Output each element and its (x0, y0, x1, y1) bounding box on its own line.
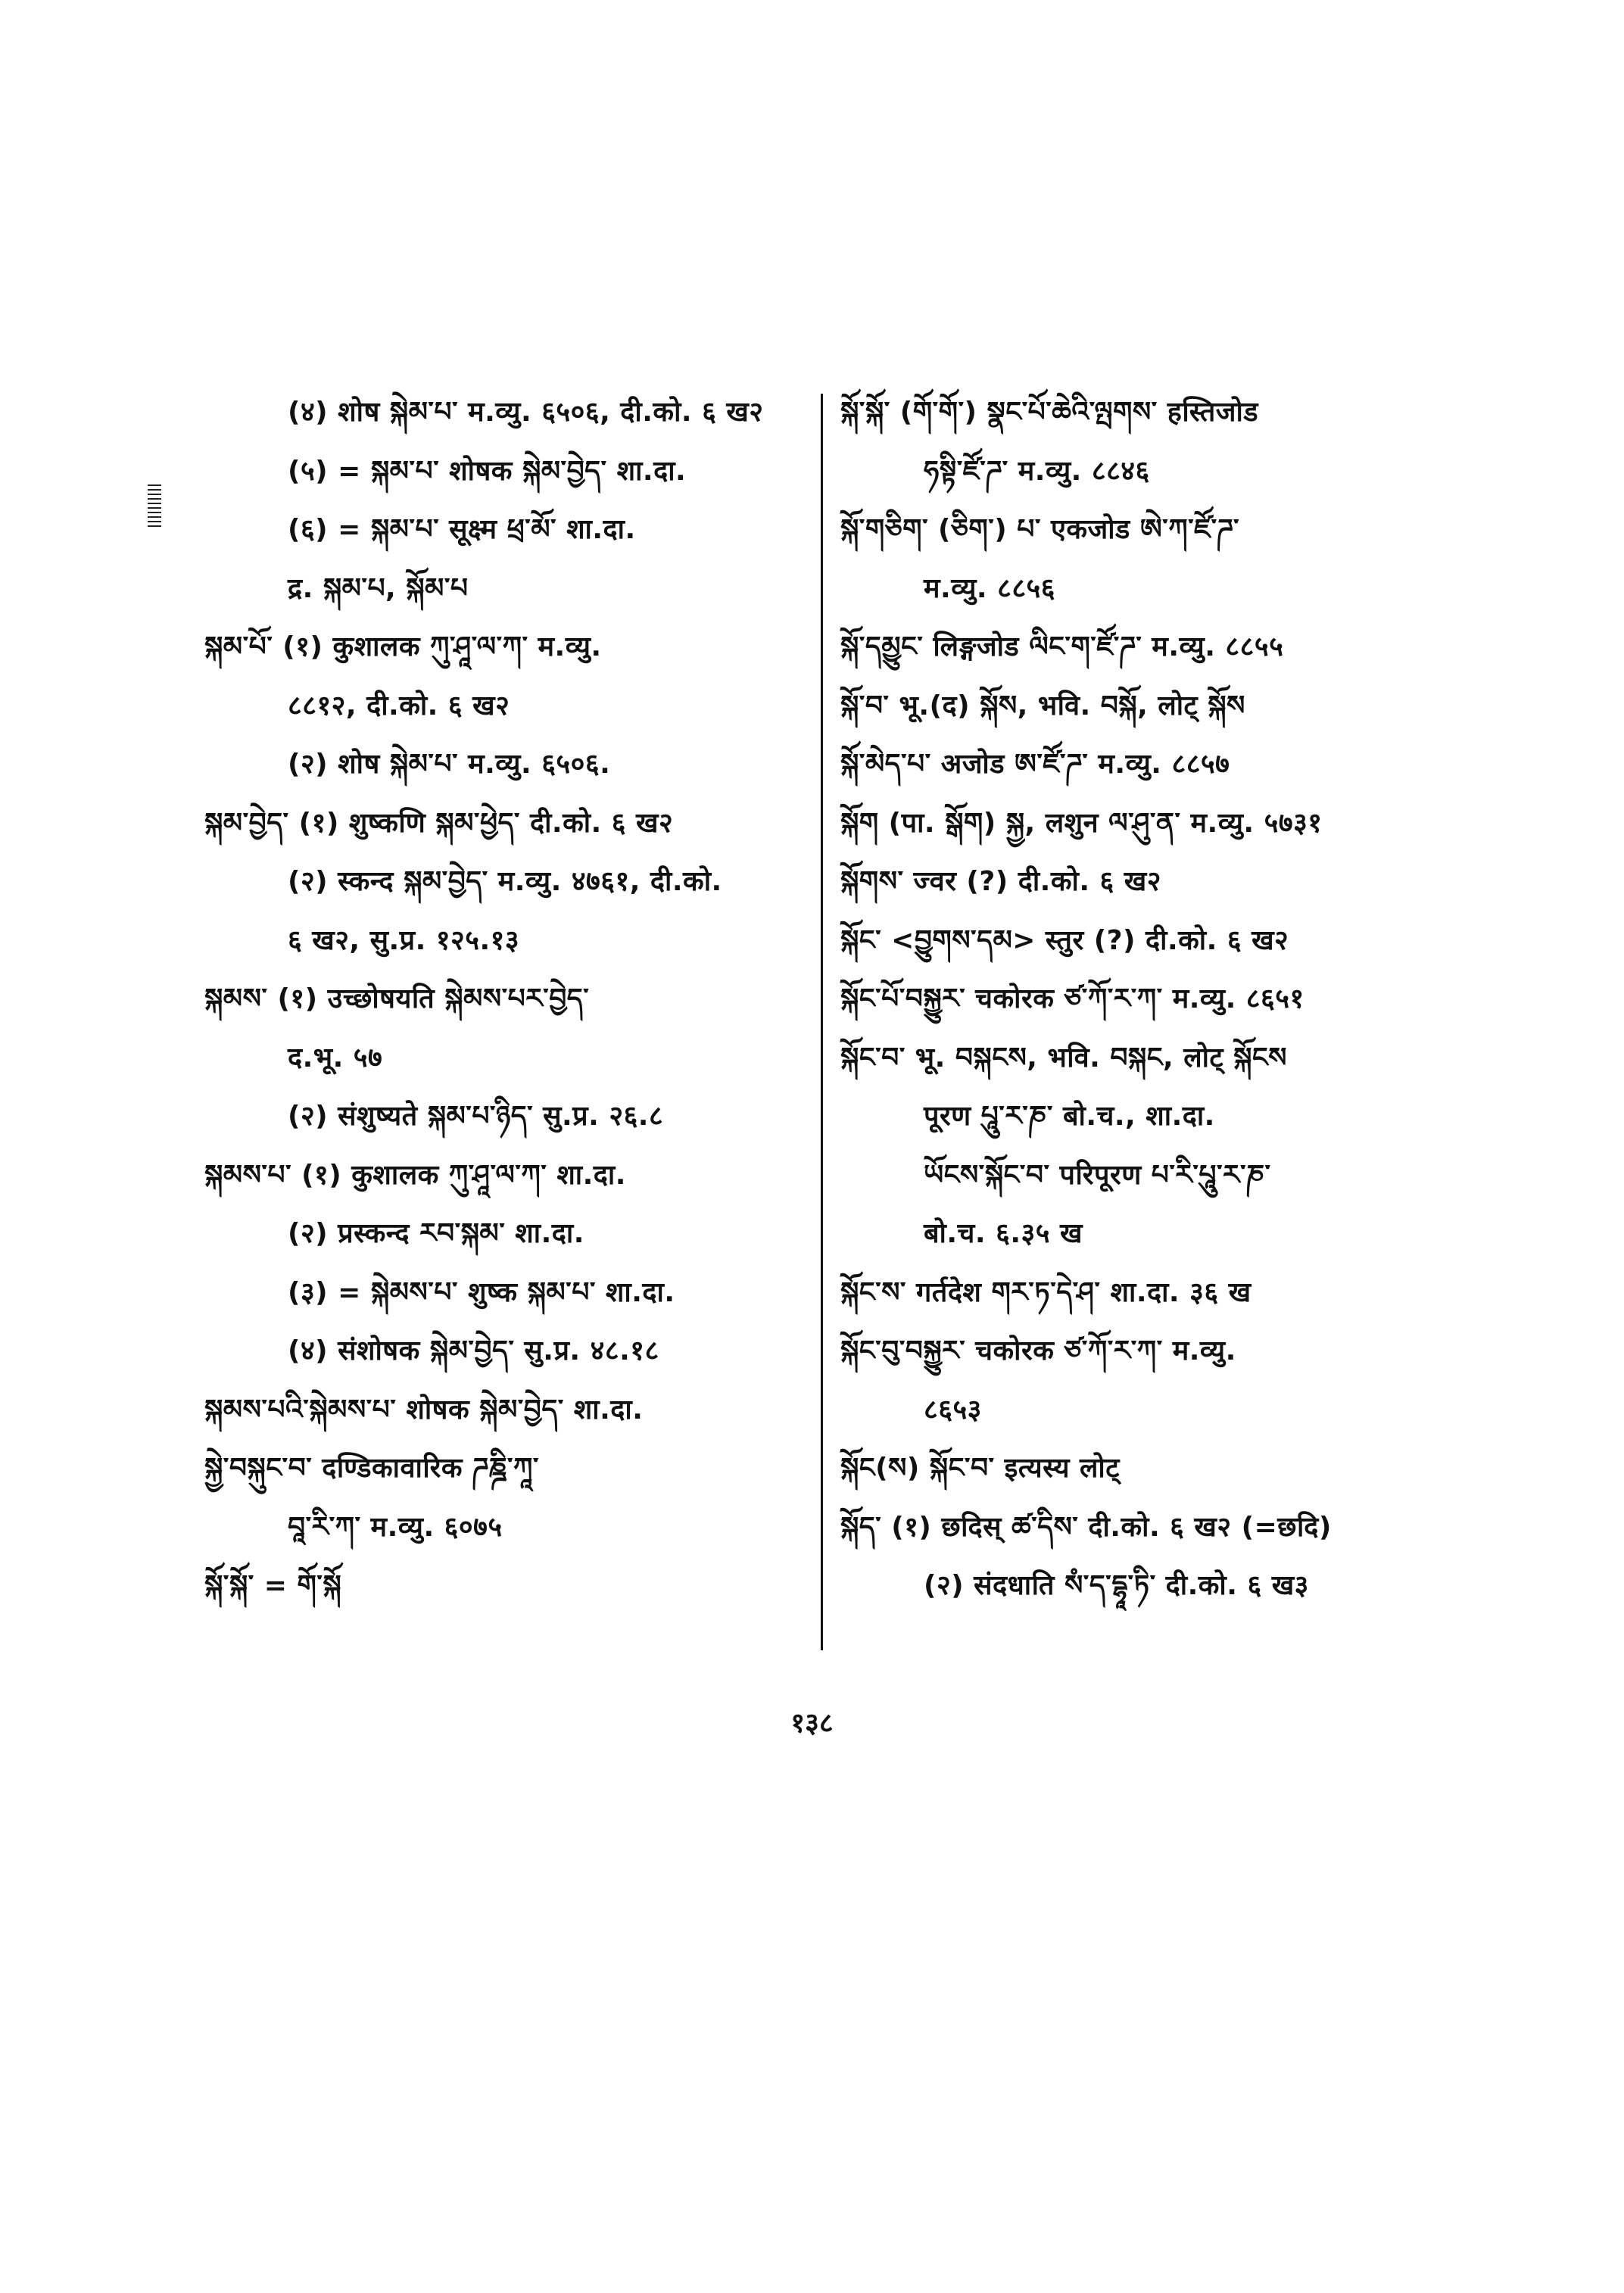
entry-line: སྐོང་ས་ गर्तदेश གར་ཏ་དེ་ཤ་ शा.दा. ३६ ख (840, 1276, 1252, 1308)
entry-line: बो.च. ६.३५ ख (924, 1218, 1083, 1249)
entry-line: ཡོངས་སྐོང་བ་ परिपूरण པ་རི་པཱུ་ར་ཎ་ (924, 1159, 1271, 1191)
entry-line: द्र. སྐམ་པ, སྐོམ་པ (288, 572, 469, 604)
entry-line: (२) शोष སྐེམ་པ་ म.व्यु. ६५०६. (288, 749, 611, 780)
entry-line: བཱ་རི་ཀ་ म.व्यु. ६०७५ (288, 1511, 503, 1543)
entry-line: (२) प्रस्कन्द རབ་སྐམ་ शा.दा. (288, 1218, 584, 1249)
entry-line: སྐོ་དམྱུང་ लिङ्गजोड ལིང་ག་ཛོ་ཌ་ म.व्यु. ८८५५ (840, 631, 1284, 662)
entry-line: སྐོག (पा. སྒོག) སྐྱ, लशुन ལ་ཤུ་ན་ म.व्यु. ५७३१ (840, 807, 1323, 839)
entry-line: སྐོད་ (१) छदिस् ཚ་དིས་ दी.को. ६ ख२ (=छदि) (840, 1511, 1332, 1543)
entry-line: སྐམ་བྱེད་ (१) शुष्कणि སྐམ་ཕྱེད་ दी.को. ६ ख२ (204, 807, 674, 839)
entry-line: སྐོགས་ ज्वर (?) दी.को. ६ ख२ (840, 866, 1161, 897)
column-divider (821, 394, 823, 1650)
entry-line: (२) संशुष्यते སྐམ་པ་ཉིད་ सु.प्र. २६.८ (288, 1101, 664, 1132)
page-number: १३८ (790, 1708, 834, 1739)
entry-line: སྐོ་སྐོ་ (གོ་གོ་) སྣང་པོ་ཆེའི་ལྤགས་ हस्तिजोड (840, 397, 1259, 428)
entry-line: (५) = སྐམ་པ་ शोषक སྐེམ་བྱེད་ शा.दा. (288, 455, 687, 487)
entry-line: (४) संशोषक སྐེམ་བྱེད་ सु.प्र. ४८.१८ (288, 1335, 659, 1366)
entry-line: སྐོང་བུ་བསྐྱུར་ चकोरक ཙ་ཀོ་ར་ཀ་ म.व्यु. (840, 1335, 1236, 1366)
entry-line: སྐམས་པའི་སྐེམས་པ་ शोषक སྐེམ་བྱེད་ शा.दा. (204, 1394, 644, 1425)
entry-line: द.भू. ५७ (288, 1042, 383, 1073)
entry-line: (३) = སྐེམས་པ་ शुष्क སྐམ་པ་ शा.दा. (288, 1276, 675, 1308)
entry-line: སྐོང(ས) སྐོང་བ་ इत्यस्य लोट् (840, 1453, 1120, 1484)
entry-line: पूरण པཱུ་ར་ཎ་ बो.च., शा.दा. (924, 1101, 1215, 1132)
margin-tick-mark (148, 484, 161, 527)
entry-line: (६) = སྐམ་པ་ सूक्ष्म ཕྲ་མོ་ शा.दा. (288, 514, 636, 545)
entry-line: ६ ख२, सु.प्र. १२५.१३ (288, 924, 520, 956)
entry-line: སྐོ་མེད་པ་ अजोड ཨ་ཛོ་ཌ་ म.व्यु. ८८५७ (840, 749, 1230, 780)
entry-line: (२) संदधाति སཾ་ད་དྷཱ་ཏི་ दी.को. ६ ख३ (924, 1570, 1309, 1601)
entry-line: སྐོང་པོ་བསྐྱུར་ चकोरक ཙ་ཀོ་ར་ཀ་ म.व्यु. ८६५१ (840, 983, 1304, 1014)
entry-line: སྐམས་ (१) उच्छोषयति སྐེམས་པར་བྱེད་ (204, 983, 590, 1014)
entry-line: (४) शोष སྐེམ་པ་ म.व्यु. ६५०६, दी.को. ६ ख२ (288, 397, 764, 428)
entry-line: སྐོ་གཅིག་ (ཅིག་) པ་ एकजोड ཨེ་ཀ་ཛོ་ཌ་ (840, 514, 1240, 545)
entry-line: म.व्यु. ८८५६ (924, 572, 1055, 604)
entry-line: སྐོང་བ་ भू. བསྐངས, भवि. བསྐང, लोट् སྐོངས (840, 1042, 1287, 1073)
entry-line: ཧསྟི་ཛོ་ཌ་ म.व्यु. ८८४६ (924, 455, 1150, 487)
entry-line: སྐྱེ་བསྐུང་བ་ दण्डिकावारिक ཌཎྜི་ཀཱ་ (204, 1453, 539, 1484)
entry-line: སྐམས་པ་ (१) कुशालक ཀུ་ཤཱ་ལ་ཀ་ शा.दा. (204, 1159, 626, 1191)
entry-line: སྐོང་ <བྱུགས་དམ> स्तुर (?) दी.को. ६ ख२ (840, 924, 1289, 956)
entry-line: སྐོ་སྐོ་ = གོ་སྐོ (204, 1570, 342, 1601)
entry-line: སྐོ་བ་ भू.(द) སྐོས, भवि. བསྐོ, लोट् སྐོས (840, 690, 1245, 721)
entry-line: ८८१२, दी.को. ६ ख२ (288, 690, 510, 721)
entry-line: སྐམ་པོ་ (१) कुशालक ཀུ་ཤཱ་ལ་ཀ་ म.व्यु. (204, 631, 602, 662)
entry-line: (२) स्कन्द སྐམ་བྱེད་ म.व्यु. ४७६१, दी.को. (288, 866, 722, 897)
entry-line: ८६५३ (924, 1394, 982, 1425)
